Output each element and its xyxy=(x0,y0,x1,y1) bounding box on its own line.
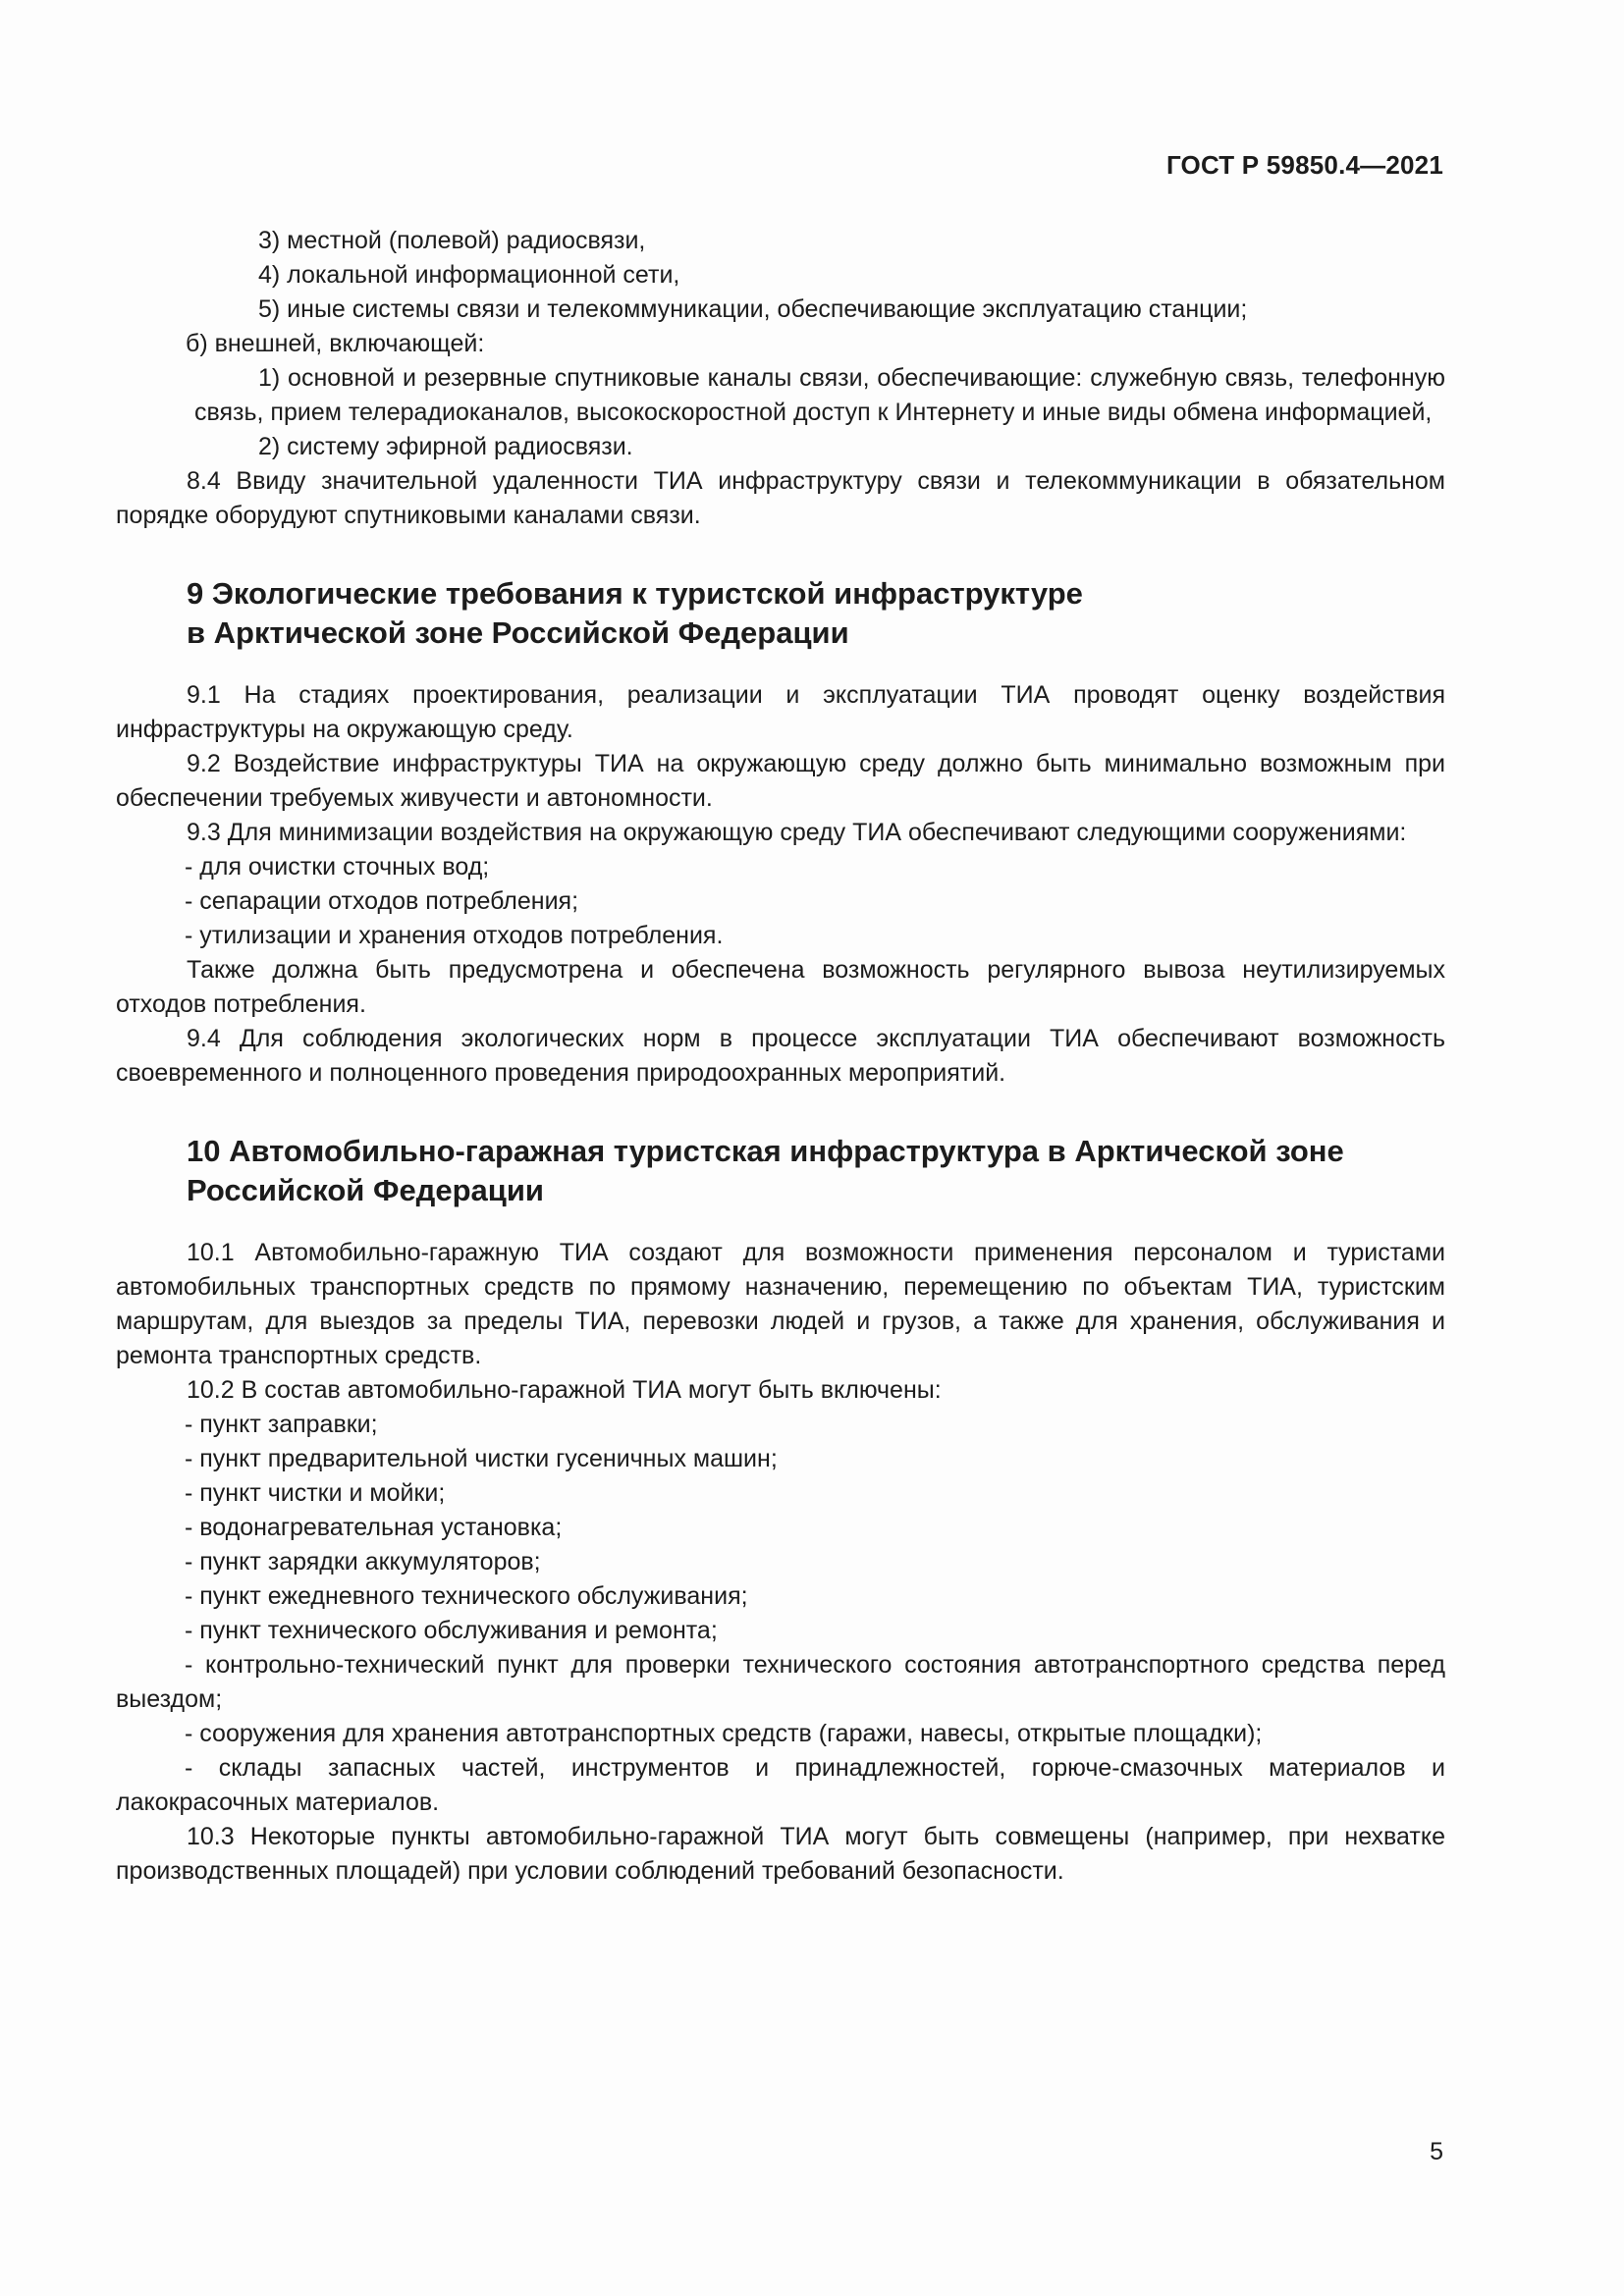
list-item: 1) основной и резервные спутниковые каналы связи, обеспечивающие: служебную связь, телефонную связь, прием телерадиоканалов, высокоскоростной доступ к Интернету и иные виды обмена информацией, xyxy=(194,364,1445,426)
paragraph: 9.4 Для соблюдения экологических норм в процессе эксплуатации ТИА обеспечивают возможность своевременного и полноценного проведения природоохранных мероприятий. xyxy=(116,1025,1445,1087)
section-10-title xyxy=(187,1132,1445,1210)
list-item: 3) местной (полевой) радиосвязи, xyxy=(258,227,646,254)
list-item: - пункт зарядки аккумуляторов; xyxy=(185,1548,541,1575)
section-title-line: 9 Экологические требования к туристской инфраструктуре xyxy=(187,576,1083,611)
paragraph: Также должна быть предусмотрена и обеспечена возможность регулярного вывоза неутилизируемых отходов потребления. xyxy=(116,956,1445,1018)
list-item: - утилизации и хранения отходов потребления. xyxy=(185,922,724,949)
paragraph: 9.3 Для минимизации воздействия на окружающую среду ТИА обеспечивают следующими сооружениями: xyxy=(187,819,1407,846)
section-10-body xyxy=(116,1236,1445,1889)
list-item: - пункт предварительной чистки гусеничных машин; xyxy=(185,1445,778,1472)
section-9-body xyxy=(116,678,1445,1091)
page-number: 5 xyxy=(1430,2138,1443,2165)
paragraph: 9.2 Воздействие инфраструктуры ТИА на окружающую среду должно быть минимально возможным при обеспечении требуемых живучести и автономности. xyxy=(116,750,1445,812)
page-content xyxy=(116,224,1445,1889)
paragraph: 10.2 В состав автомобильно-гаражной ТИА могут быть включены: xyxy=(187,1376,942,1404)
list-item: - пункт заправки; xyxy=(185,1411,378,1438)
paragraph: 10.3 Некоторые пункты автомобильно-гаражной ТИА могут быть совмещены (например, при нехватке производственных площадей) при условии соблюдений требований безопасности. xyxy=(116,1823,1445,1885)
paragraph: 8.4 Ввиду значительной удаленности ТИА инфраструктуру связи и телекоммуникации в обязательном порядке оборудуют спутниковыми каналами связи. xyxy=(116,467,1445,529)
document-code-header: ГОСТ Р 59850.4—2021 xyxy=(1165,150,1443,180)
list-item: - контрольно-технический пункт для проверки технического состояния автотранспортного средства перед выездом; xyxy=(116,1651,1445,1713)
list-item: - для очистки сточных вод; xyxy=(185,853,490,881)
list-item: - пункт чистки и мойки; xyxy=(185,1479,446,1507)
list-item: б) внешней, включающей: xyxy=(186,330,485,357)
list-item: - пункт ежедневного технического обслуживания; xyxy=(185,1582,748,1610)
section-title-line: в Арктической зоне Российской Федерации xyxy=(187,615,849,650)
list-item: 4) локальной информационной сети, xyxy=(258,261,680,289)
list-item: - пункт технического обслуживания и ремонта; xyxy=(185,1617,718,1644)
list-item: - сооружения для хранения автотранспортных средств (гаражи, навесы, открытые площадки); xyxy=(185,1720,1263,1747)
list-item: - водонагревательная установка; xyxy=(185,1514,563,1541)
list-item: 2) систему эфирной радиосвязи. xyxy=(258,433,633,460)
section-title-line: 10 Автомобильно-гаражная туристская инфраструктура в Арктической зоне xyxy=(187,1134,1344,1168)
paragraph: 9.1 На стадиях проектирования, реализации и эксплуатации ТИА проводят оценку воздействия инфраструктуры на окружающую среду. xyxy=(116,681,1445,743)
section-title-line: Российской Федерации xyxy=(187,1173,544,1207)
paragraph: 10.1 Автомобильно-гаражную ТИА создают для возможности применения персоналом и туристами автомобильных транспортных средств по прямому назначению, перемещению по объектам ТИА, туристским маршрутам, для выездов за пределы ТИА, перевозки людей и грузов, а также для хранения, обслуживания и ремонта транспортных средств. xyxy=(116,1239,1445,1369)
list-item: - сепарации отходов потребления; xyxy=(185,887,579,915)
list-item: - склады запасных частей, инструментов и принадлежностей, горюче-смазочных материалов и лакокрасочных материалов. xyxy=(116,1754,1445,1816)
section-8-continuation xyxy=(116,224,1445,533)
section-9-title xyxy=(187,574,1445,653)
list-item: 5) иные системы связи и телекоммуникации, обеспечивающие эксплуатацию станции; xyxy=(258,295,1248,323)
